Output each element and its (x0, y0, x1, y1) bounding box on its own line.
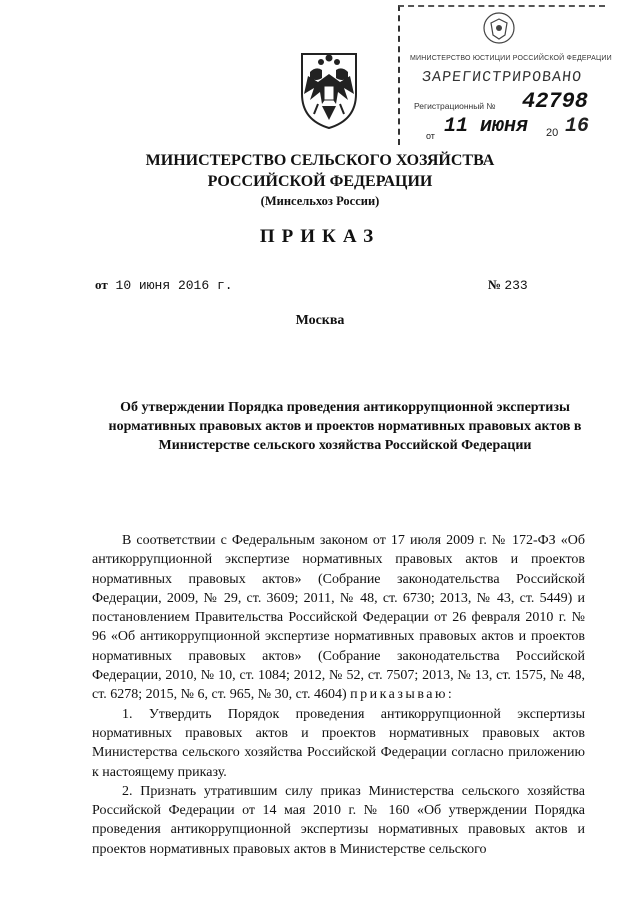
order-date (95, 277, 233, 293)
order-body (92, 531, 585, 859)
order-number-sign: № (488, 277, 502, 292)
ministry-name-line1: МИНИСТЕРСТВО СЕЛЬСКОГО ХОЗЯЙСТВА (145, 152, 495, 169)
ministry-short-name: (Минсельхоз России) (260, 194, 380, 208)
preamble-order-word: приказываю: (350, 687, 455, 703)
paragraph-item-2: 2. Признать утратившим силу приказ Министерства сельского хозяйства Российской Федерации от 14 мая 2010 г. № 160 «Об утверждении Порядка проведения антикоррупционной экспертизы нормативных правовых актов и проектов нормативных правовых актов в Министерстве сельского (92, 783, 585, 857)
stamp-registered-label: ЗАРЕГИСТРИРОВАНО (421, 69, 583, 86)
stamp-emblem-icon (482, 11, 516, 45)
registration-stamp (398, 5, 612, 145)
coat-of-arms-emblem (298, 48, 360, 130)
order-date-prefix: от (95, 277, 108, 292)
paragraph-preamble (92, 531, 585, 705)
stamp-year-handwritten: 16 (565, 115, 590, 138)
document-type-heading: ПРИКАЗ (259, 226, 381, 247)
stamp-year-prefix: 20 (546, 127, 559, 139)
stamp-ministry-name: МИНИСТЕРСТВО ЮСТИЦИИ РОССИЙСКОЙ ФЕДЕРАЦИИ (410, 55, 612, 62)
stamp-date-prefix: от (426, 131, 435, 141)
stamp-date-handwritten: 11 июня (444, 115, 529, 138)
order-date-value: 10 июня 2016 г. (115, 278, 233, 293)
order-number-value: 233 (504, 278, 528, 293)
paragraph-item-1: 1. Утвердить Порядок проведения антикоррупционной экспертизы нормативных правовых актов и проектов нормативных правовых актов Министерства сельского хозяйства Российской Федерации согласно приложению к настоящему приказу. (92, 706, 585, 780)
order-title: Об утверждении Порядка проведения антикоррупционной экспертизы нормативных правовых актов и проектов нормативных правовых актов в Министерстве сельского хозяйства Российской Федерации (108, 400, 582, 453)
stamp-reg-number: 42798 (522, 89, 589, 114)
preamble-text: В соответствии с Федеральным законом от 17 июля 2009 г. № 172-ФЗ «Об антикоррупционной экспертизе нормативных правовых актов и проектов нормативных правовых актов» (Собрание законодательства Российской Федерации, 2009, № 29, ст. 3609; 2011, № 48, ст. 6730; 2013, № 43, ст. 5449) и постановлением Правительства Российской Федерации от 26 февраля 2010 г. № 96 «Об антикоррупционной экспертизе нормативных правовых актов и проектов нормативных правовых актов» (Собрание законодательства Российской Федерации, 2010, № 10, ст. 1084; 2012, № 52, ст. 7507; 2013, № 13, ст. 1575, № 48, ст. 6278; 2015, № 6, ст. 965, № 30, ст. 4604) (92, 533, 585, 703)
order-number (488, 277, 528, 293)
ministry-name-line2: РОССИЙСКОЙ ФЕДЕРАЦИИ (207, 173, 433, 190)
city-name: Москва (295, 313, 345, 328)
stamp-reg-number-label: Регистрационный № (414, 101, 496, 111)
